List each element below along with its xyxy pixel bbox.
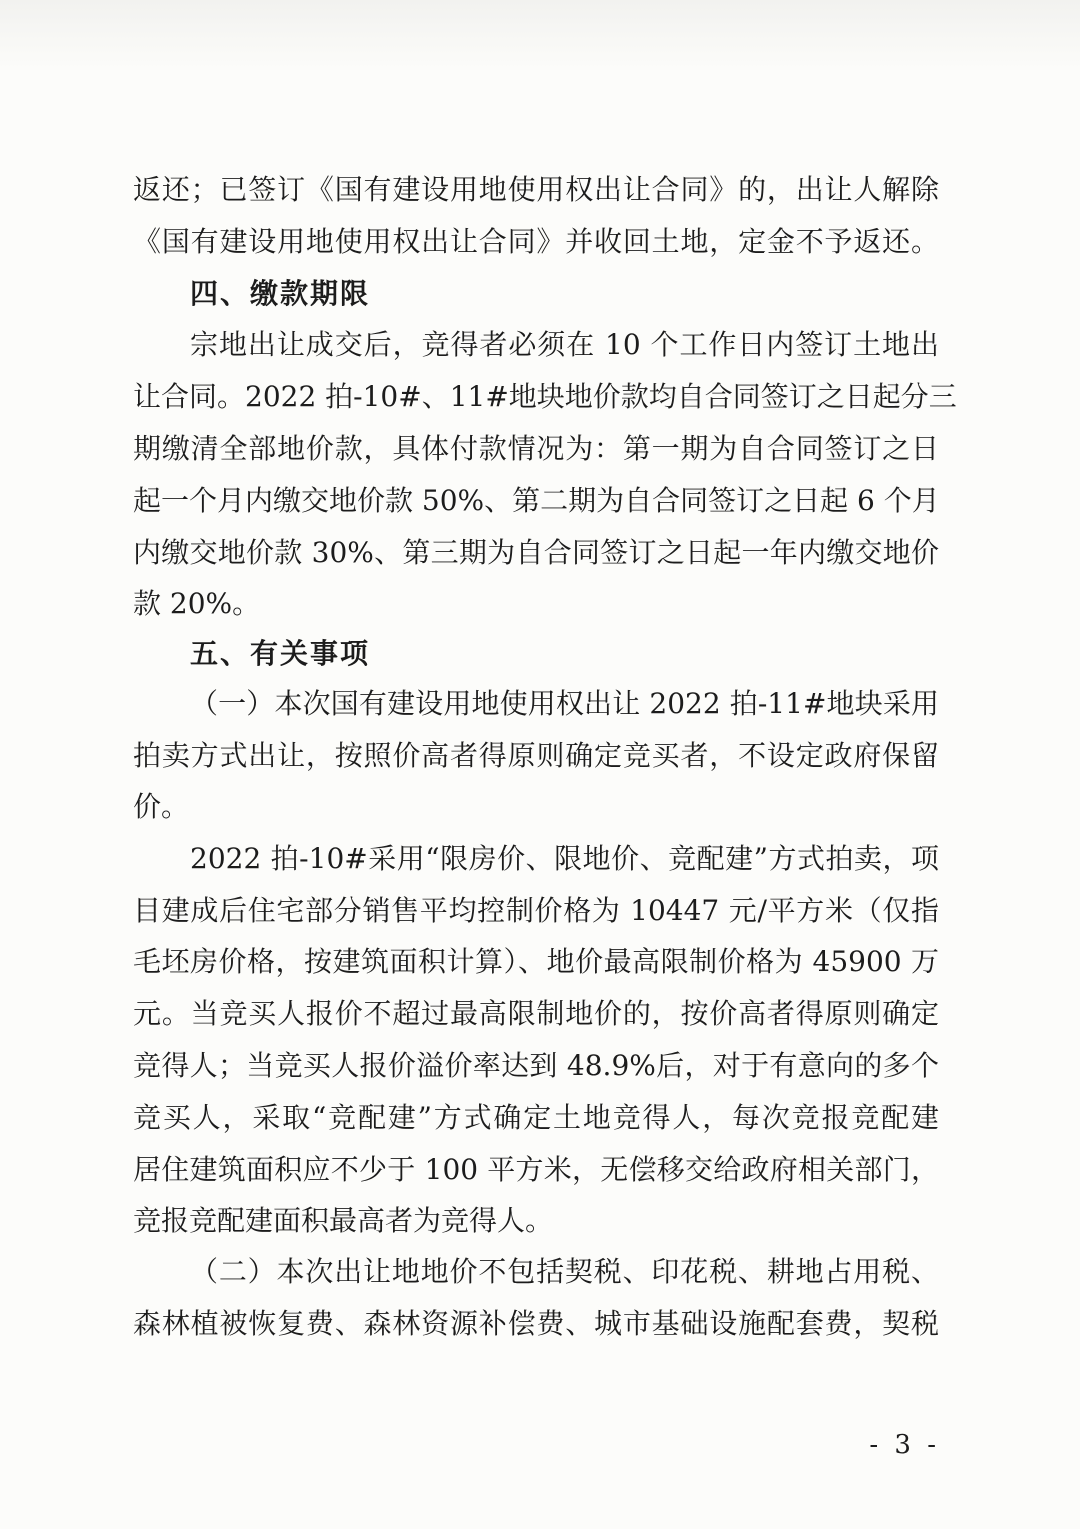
- text-line: 竞报竞配建面积最高者为竞得人。: [133, 1204, 554, 1237]
- text-line: 内缴交地价款 30%、第三期为自合同签订之日起一年内缴交地价: [133, 536, 939, 569]
- text-line: 价。: [133, 790, 190, 823]
- text-line: 竞买人，采取“竞配建”方式确定土地竞得人，每次竞报竞配建: [133, 1101, 939, 1134]
- text-line: 居住建筑面积应不少于 100 平方米，无偿移交给政府相关部门，: [133, 1153, 939, 1186]
- section-heading-related-matters: 五、有关事项: [190, 637, 371, 670]
- text-line: 宗地出让成交后，竞得者必须在 10 个工作日内签订土地出: [190, 328, 939, 361]
- text-line: 毛坯房价格，按建筑面积计算）、地价最高限制价格为 45900 万: [133, 945, 939, 978]
- text-line: 让合同。2022 拍-10#、11#地块地价款均自合同签订之日起分三: [133, 380, 957, 413]
- scan-shadow: [0, 0, 1080, 70]
- text-line: 期缴清全部地价款，具体付款情况为：第一期为自合同签订之日: [133, 432, 939, 465]
- text-line: 2022 拍-10#采用“限房价、限地价、竞配建”方式拍卖，项: [190, 842, 939, 875]
- text-line: （一）本次国有建设用地使用权出让 2022 拍-11#地块采用: [190, 687, 939, 720]
- text-line: 《国有建设用地使用权出让合同》并收回土地，定金不予返还。: [133, 225, 939, 258]
- text-line: 元。当竞买人报价不超过最高限制地价的，按价高者得原则确定: [133, 997, 939, 1030]
- text-line: 返还；已签订《国有建设用地使用权出让合同》的，出让人解除: [133, 173, 939, 206]
- page-number: - 3 -: [869, 1430, 940, 1460]
- text-line: 目建成后住宅部分销售平均控制价格为 10447 元/平方米（仅指: [133, 894, 939, 927]
- text-line: 森林植被恢复费、森林资源补偿费、城市基础设施配套费，契税: [133, 1307, 939, 1340]
- text-line: 竞得人；当竞买人报价溢价率达到 48.9%后，对于有意向的多个: [133, 1049, 939, 1082]
- text-line: 起一个月内缴交地价款 50%、第二期为自合同签订之日起 6 个月: [133, 484, 940, 517]
- text-line: 拍卖方式出让，按照价高者得原则确定竞买者，不设定政府保留: [133, 739, 939, 772]
- text-line: 款 20%。: [133, 587, 261, 620]
- section-heading-payment-deadline: 四、缴款期限: [190, 277, 371, 310]
- text-line: （二）本次出让地地价不包括契税、印花税、耕地占用税、: [190, 1255, 939, 1288]
